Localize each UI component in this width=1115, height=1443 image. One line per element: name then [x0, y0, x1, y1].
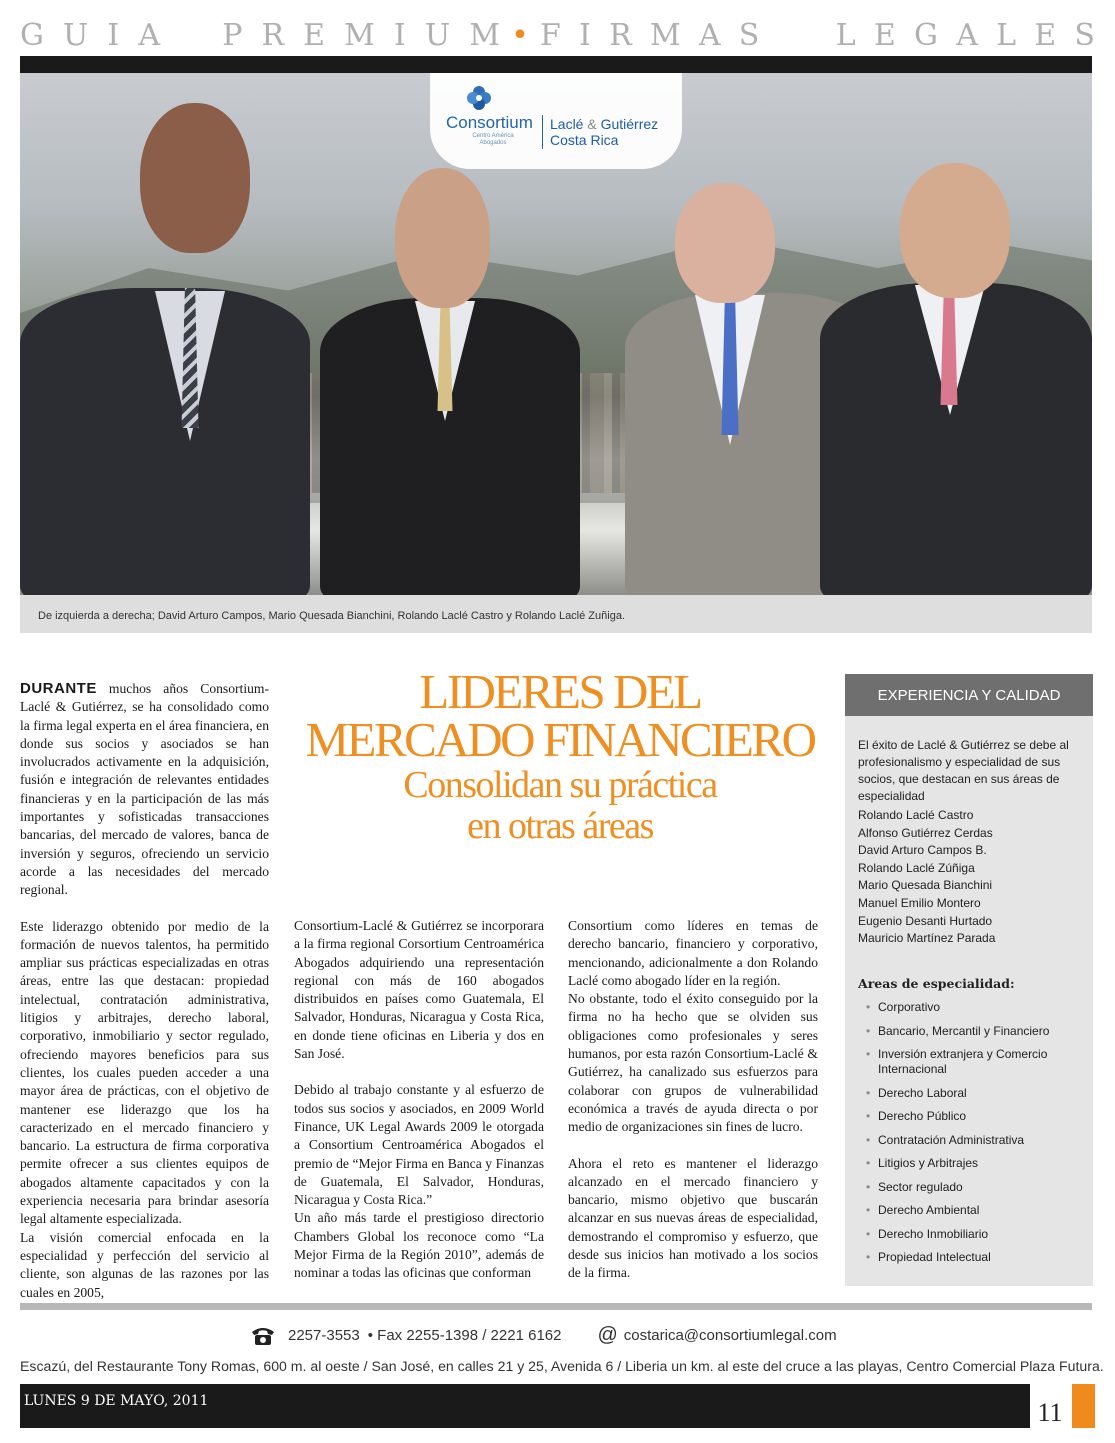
sidebar-title: EXPERIENCIA Y CALIDAD	[845, 674, 1093, 716]
subhead-line-2: en otras áreas	[467, 805, 653, 847]
issue-date: LUNES 9 DE MAYO, 2011	[24, 1393, 209, 1409]
header-rule	[20, 56, 1092, 73]
headline-line-1: LIDERES DEL	[419, 664, 701, 719]
col2-paragraph-2: Debido al trabajo constante y al esfuerzo de todos sus socios y asociados, en 2009 World Finance, UK Legal Awards 2009 le otorgada a Consortium Centroamérica Abogados el premio de “Mejor Firma en Banca y Finanzas de Guatemala, El Salvador, Honduras, Nicaragua y Costa Rica.”	[294, 1082, 544, 1208]
area-item: • Derecho Inmobiliario	[866, 1227, 1084, 1242]
fax-numbers: • Fax 2255-1398 / 2221 6162	[367, 1327, 562, 1344]
area-item: • Derecho Público	[866, 1109, 1084, 1124]
page-tab	[1072, 1384, 1095, 1428]
col1-paragraph-3: La visión comercial enfocada en la especialidad y perfección del servicio al cliente, son algunas de las razones por las cuales en 2005,	[20, 1229, 269, 1300]
area-item: • Derecho Laboral	[866, 1086, 1084, 1101]
logo-sub-line-1: Centro América	[472, 133, 514, 139]
logo-firm-name	[550, 116, 658, 148]
area-item: • Inversión extranjera y Comercio Internacional	[866, 1047, 1084, 1077]
section-header	[20, 18, 1095, 52]
article-column-3	[568, 917, 818, 1283]
logo-sub-line-2: Abogados	[479, 140, 507, 146]
lead-word: DURANTE	[20, 680, 97, 697]
page-number: 11	[1037, 1398, 1063, 1427]
partner-item: Rolando Laclé Castro	[858, 808, 974, 822]
header-separator: •	[511, 17, 529, 53]
partner-item: Manuel Emilio Montero	[858, 895, 981, 910]
telephone-icon	[250, 1326, 276, 1346]
article-column-1	[20, 680, 269, 1302]
areas-heading: Areas de especialidad:	[858, 976, 1015, 991]
col1-paragraph-1	[20, 680, 269, 900]
consortium-flower-icon	[465, 84, 493, 112]
col1-paragraph-2: Este liderazgo obtenido por medio de la formación de nuevos talentos, ha permitido ampliar sus prácticas especializadas en otras áreas, entre las que destacan: propiedad intelectual, contratación administrativa, litigios y arbitrajes, derecho laboral, corporativo, inmobiliario y sector regulado, ofreciendo mayores beneficios para sus clientes, los cuales pueden acceder a una mayor área de prácticas, con el objetivo de mantener ese liderazgo que los ha caracterizado en el mercado financiero y bancario. La estructura de firma corporativa permite ofrecer a sus clientes equipos de abogados altamente capacitados y con la experiencia necesaria para brindar asesoría legal altamente especializada.	[20, 918, 269, 1227]
email-at-icon: @	[597, 1324, 618, 1346]
subhead-line-1: Consolidan su práctica	[403, 764, 717, 806]
partner-item: David Arturo Campos B.	[858, 843, 987, 858]
areas-list	[866, 1000, 1084, 1274]
logo-firm-country: Costa Rica	[550, 132, 619, 148]
area-item: • Contratación Administrativa	[866, 1133, 1084, 1148]
contact-line	[250, 1324, 837, 1347]
area-item: • Derecho Ambiental	[866, 1203, 1084, 1218]
area-item: • Corporativo	[866, 1000, 1084, 1015]
partner-item: Alfonso Gutiérrez Cerdas	[858, 825, 993, 840]
footer-rule	[20, 1303, 1092, 1310]
col2-paragraph-1: Consortium-Laclé & Gutiérrez se incorporara a la firma regional Corsortium Centroamérica Abogados adquiriendo una representación regional con más de 160 abogados distribuidos en países como Guatemala, El Salvador, Honduras, Nicaragua y Costa Rica, en donde tiene oficinas en Liberia y dos en San José.	[294, 918, 544, 1062]
area-item: • Litigios y Arbitrajes	[866, 1156, 1084, 1171]
partner-item: Mario Quesada Bianchini	[858, 878, 993, 893]
col1-paragraph-1-text: muchos años Consortium-Laclé & Gutiérrez, se ha consolidado como la firma legal experta en el área financiera, en donde sus socios y asociados se han involucrados activamente en la adquisición, fusión e integración de relevantes entidades financieras y en la participación de las más importantes y sofisticadas transacciones bancarias, del mercado de valores, banca de inversión y seguros, ofreciendo un servicio acorde a las necesidades del mercado regional.	[20, 681, 269, 898]
col3-paragraph-3: Ahora el reto es mantener el liderazgo alcanzado en el mercado financiero y bancario, mismo objetivo que buscarán alcanzar en sus nuevas áreas de especialidad, demostrando el compromiso y esfuerzo, que desde sus inicios han motivado a los socios de la firma.	[568, 1155, 818, 1281]
logo-firm-gutierrez: Gutiérrez	[600, 116, 659, 132]
header-left-text: G U I A P R E M I U M	[20, 17, 500, 53]
email-link[interactable]: costarica@consortiumlegal.com	[623, 1327, 837, 1344]
header-right-text: F I R M A S L E G A L E S	[539, 17, 1095, 53]
logo-divider	[542, 115, 543, 149]
area-item: • Sector regulado	[866, 1180, 1084, 1195]
photo-caption: De izquierda a derecha; David Arturo Campos, Mario Quesada Bianchini, Rolando Laclé Castro y Rolando Laclé Zuñiga.	[38, 610, 625, 622]
article-headline	[290, 664, 830, 847]
area-item: • Propiedad Intelectual	[866, 1250, 1084, 1265]
phone-number[interactable]: 2257-3553	[288, 1327, 360, 1344]
partner-item: Rolando Laclé Zúñiga	[858, 860, 975, 875]
logo-consortium-subtext	[458, 133, 528, 147]
logo-firm-amp: &	[587, 116, 597, 132]
col3-paragraph-2: No obstante, todo el éxito conseguido por la firma no ha hecho que se olviden sus obligaciones como profesionales y seres humanos, por esta razón Consortium-Laclé & Gutiérrez, ha canalizado sus esfuerzos para colaborar con grupos de vulnerabilidad económica a través de ayuda directa o por medio de organizaciones sin fines de lucro.	[568, 991, 818, 1135]
address-line: Escazú, del Restaurante Tony Romas, 600 m. al oeste / San José, en calles 21 y 25, Avenida 6 / Liberia un km. al este del cruce a las playas, Centro Comercial Plaza Futura.	[20, 1358, 1104, 1374]
sidebar-intro: El éxito de Laclé & Gutiérrez se debe al profesionalismo y especialidad de sus socios, que destacan en sus áreas de especialidad	[858, 738, 1069, 803]
logo-consortium-text: Consortium	[446, 113, 533, 132]
article-column-2	[294, 917, 544, 1283]
partner-list	[858, 807, 995, 948]
partner-item: Eugenio Desanti Hurtado	[858, 913, 993, 928]
headline-line-2: MERCADO FINANCIERO	[305, 712, 815, 767]
logo-firm-lacle: Laclé	[550, 116, 584, 132]
col2-paragraph-3: Un año más tarde el prestigioso directorio Chambers Global los reconoce como “La Mejor Firma de la Región 2010”, además de nominar a todas las oficinas que conforman	[294, 1210, 544, 1281]
col3-paragraph-1: Consortium como líderes en temas de derecho bancario, financiero y corporativo, mencionando, adicionalmente a don Rolando Laclé como abogado líder en la región.	[568, 918, 818, 988]
area-item: • Bancario, Mercantil y Financiero	[866, 1024, 1084, 1039]
partner-item: Mauricio Martínez Parada	[858, 931, 996, 946]
